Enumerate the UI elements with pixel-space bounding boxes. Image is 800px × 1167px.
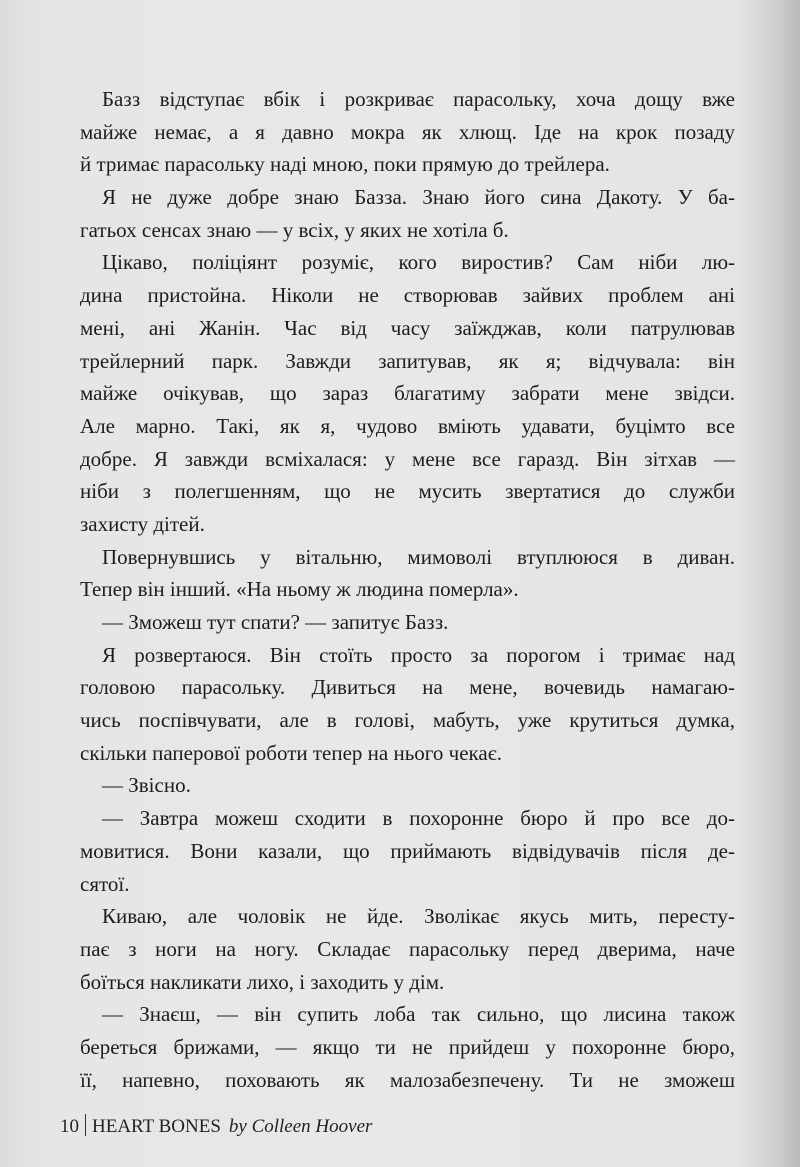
- text-line: — Знаєш, — він супить лоба так сильно, що лисина також: [102, 1002, 735, 1027]
- text-line: — Звісно.: [102, 773, 191, 798]
- text-line: мовитися. Вони казали, що приймають відвідувачів після де-: [80, 838, 735, 863]
- text-line: захисту дітей.: [80, 511, 205, 536]
- page-footer: [60, 1114, 372, 1140]
- text-line: Я розвертаюся. Він стоїть просто за порогом і тримає над: [102, 642, 735, 667]
- text-line: — Зможеш тут спати? — запитує Базз.: [102, 610, 449, 634]
- text-line: добре. Я завжди всміхалася: у мене все гаразд. Він зітхав —: [80, 446, 735, 471]
- footer-divider: [85, 1114, 86, 1136]
- text-line: дина пристойна. Ніколи не створював зайвих проблем ані: [80, 283, 735, 308]
- text-line: сятої.: [80, 871, 130, 896]
- text-line: чись поспівчувати, але в голові, мабуть, уже крутиться думка,: [80, 708, 735, 733]
- page-number: 10: [60, 1116, 79, 1137]
- text-line: скільки паперової роботи тепер на нього чекає.: [80, 740, 502, 765]
- text-line: мені, ані Жанін. Час від часу заїжджав, коли патрулював: [80, 315, 735, 340]
- book-author: by Colleen Hoover: [228, 1116, 373, 1137]
- text-line: Базз відступає вбік і розкриває парасольку, хоча дощу вже: [102, 87, 735, 111]
- text-line: Киваю, але чоловік не йде. Зволікає якусь мить, пересту-: [102, 904, 735, 929]
- text-line: майже очікував, що зараз благатиму забрати мене звідси.: [80, 381, 735, 406]
- text-line: Тепер він інший. «На ньому ж людина померла».: [80, 577, 519, 602]
- text-line: Але марно. Такі, як я, чудово вміють удавати, буцімто все: [80, 413, 735, 438]
- text-line: майже немає, а я давно мокра як хлющ. Іде на крок позаду: [80, 119, 735, 144]
- text-line: ніби з полегшенням, що не мусить звертатися до служби: [80, 479, 735, 504]
- text-line: Повернувшись у вітальню, мимоволі втуплююся в диван.: [102, 544, 735, 569]
- text-line: гатьох сенсах знаю — у всіх, у яких не хотіла б.: [80, 217, 509, 242]
- text-line: береться брижами, — якщо ти не прийдеш у похоронне бюро,: [80, 1034, 735, 1059]
- text-line: — Завтра можеш сходити в похоронне бюро й про все до-: [102, 806, 735, 831]
- text-line: її, напевно, поховають як малозабезпечену. Ти не зможеш: [80, 1067, 735, 1092]
- page-body-text: [80, 83, 735, 1096]
- text-line: Цікаво, поліціянт розуміє, кого виростив? Сам ніби лю-: [102, 250, 735, 275]
- text-line: й тримає парасольку наді мною, поки прямую до трейлера.: [80, 152, 610, 177]
- book-title: HEART BONES: [92, 1116, 221, 1137]
- text-line: трейлерний парк. Завжди запитував, як я; відчувала: він: [80, 348, 735, 373]
- text-line: головою парасольку. Дивиться на мене, вочевидь намагаю-: [80, 675, 735, 700]
- text-line: Я не дуже добре знаю Базза. Знаю його сина Дакоту. У ба-: [102, 185, 735, 210]
- text-line: боїться накликати лихо, і заходить у дім.: [80, 969, 445, 994]
- text-line: пає з ноги на ногу. Складає парасольку перед дверима, наче: [80, 936, 735, 961]
